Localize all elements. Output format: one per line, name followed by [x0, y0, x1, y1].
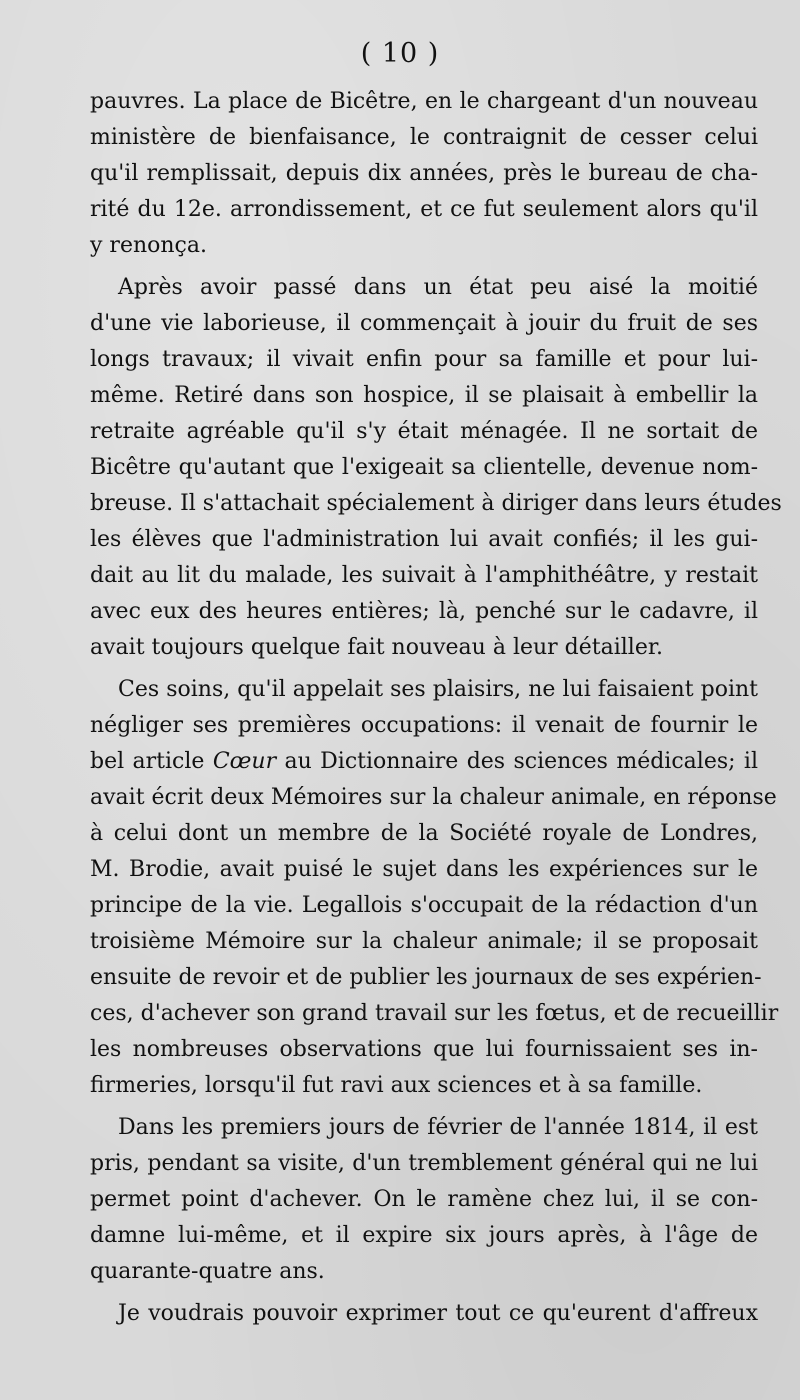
paragraph-5: [90, 1296, 758, 1332]
text-line: damne lui-même, et il expire six jours après, à l'âge de: [90, 1223, 758, 1248]
paragraph-4: [90, 1110, 758, 1290]
text-line: ces, d'achever son grand travail sur les fœtus, et de recueillir: [90, 1001, 779, 1026]
paragraph-3: [90, 672, 779, 1104]
text-line: avec eux des heures entières; là, penché sur le cadavre, il: [90, 599, 758, 624]
text-line: permet point d'achever. On le ramène chez lui, il se con-: [90, 1187, 758, 1212]
text-line: Je voudrais pouvoir exprimer tout ce qu'eurent d'affreux: [118, 1301, 758, 1326]
paragraph-1: [90, 84, 758, 264]
text-line: breuse. Il s'attachait spécialement à diriger dans leurs études: [90, 491, 782, 516]
text-line: M. Brodie, avait puisé le sujet dans les expériences sur le: [90, 857, 758, 882]
text-line: dait au lit du malade, les suivait à l'amphithéâtre, y restait: [90, 563, 758, 588]
text-line: Bicêtre qu'autant que l'exigeait sa clientelle, devenue nom-: [90, 455, 758, 480]
text-line: troisième Mémoire sur la chaleur animale; il se proposait: [90, 929, 758, 954]
paragraph-2: [90, 270, 782, 666]
text-line: pris, pendant sa visite, d'un tremblement général qui ne lui: [90, 1151, 758, 1176]
text-line: ensuite de revoir et de publier les journaux de ses expérien-: [90, 965, 762, 990]
text-line: ministère de bienfaisance, le contraignit de cesser celui: [90, 125, 758, 150]
text-line: Ces soins, qu'il appelait ses plaisirs, ne lui faisaient point: [118, 677, 758, 702]
text-line: bel article Cœur au Dictionnaire des sciences médicales; il: [90, 749, 758, 774]
italic-word: Cœur: [212, 749, 277, 774]
text-line: y renonça.: [90, 233, 207, 258]
text-line: avait écrit deux Mémoires sur la chaleur animale, en réponse: [90, 785, 777, 810]
text-line: avait toujours quelque fait nouveau à leur détailler.: [90, 635, 663, 660]
text-line: retraite agréable qu'il s'y était ménagée. Il ne sortait de: [90, 419, 758, 444]
text-line: même. Retiré dans son hospice, il se plaisait à embellir la: [90, 383, 758, 408]
page-number: ( 10 ): [360, 38, 440, 69]
text-line: firmeries, lorsqu'il fut ravi aux sciences et à sa famille.: [90, 1073, 703, 1098]
text-line: Dans les premiers jours de février de l'année 1814, il est: [118, 1115, 758, 1140]
text-line: qu'il remplissait, depuis dix années, près le bureau de cha-: [90, 161, 758, 186]
text-line: Après avoir passé dans un état peu aisé la moitié: [118, 275, 758, 300]
text-line: les élèves que l'administration lui avait confiés; il les gui-: [90, 527, 758, 552]
text-line: les nombreuses observations que lui fournissaient ses in-: [90, 1037, 758, 1062]
text-line: à celui dont un membre de la Société royale de Londres,: [90, 821, 758, 846]
text-line: quarante-quatre ans.: [90, 1259, 325, 1284]
text-line: principe de la vie. Legallois s'occupait de la rédaction d'un: [90, 893, 758, 918]
text-line: négliger ses premières occupations: il venait de fournir le: [90, 713, 758, 738]
text-line: d'une vie laborieuse, il commençait à jouir du fruit de ses: [90, 311, 758, 336]
text-line: rité du 12e. arrondissement, et ce fut seulement alors qu'il: [90, 197, 758, 222]
text-line: pauvres. La place de Bicêtre, en le chargeant d'un nouveau: [90, 89, 758, 114]
body-text: [90, 84, 782, 1332]
text-line: longs travaux; il vivait enfin pour sa famille et pour lui-: [90, 347, 758, 372]
